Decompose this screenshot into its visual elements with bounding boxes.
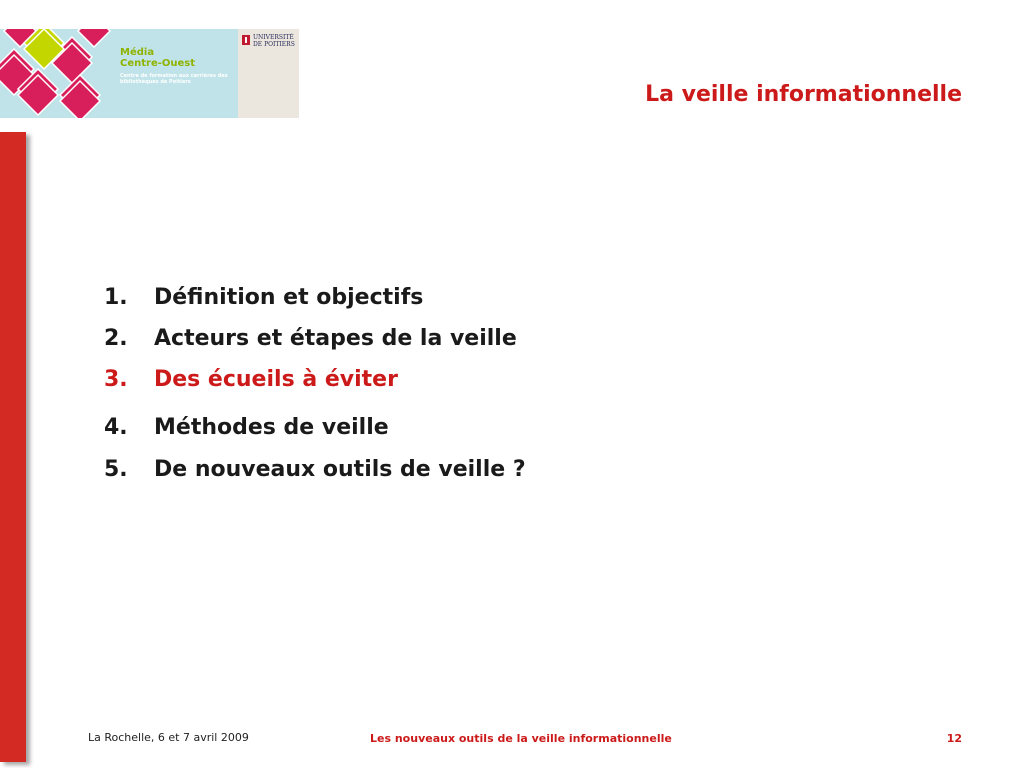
logo-title-line2: Centre-Ouest [120,58,196,69]
university-line2: DE POITIERS [253,41,295,48]
outline-number: 3. [104,367,128,392]
outline-item-5 [104,457,526,482]
outline-item-3-active [104,367,398,392]
outline-item-4 [104,415,389,440]
header-banner [0,29,299,118]
outline-label: Méthodes de veille [154,415,389,440]
page-number: 12 [946,732,962,745]
university-line1: UNIVERSITÉ [253,34,294,41]
slide-title: La veille informationnelle [645,82,962,107]
cubes-logo-art [0,29,114,118]
outline-number: 4. [104,415,128,440]
left-accent-bar [0,132,26,762]
footer-location-date: La Rochelle, 6 et 7 avril 2009 [88,731,249,744]
outline-number: 2. [104,326,128,351]
outline-label: Acteurs et étapes de la veille [154,326,517,351]
outline-label: De nouveaux outils de veille ? [154,457,526,482]
outline-item-1 [104,285,423,310]
logo-subtitle: Centre de formation aux carrières des bibliothèques de Poitiers [120,73,228,85]
outline-item-2 [104,326,517,351]
logo-title-line1: Média [120,47,155,58]
university-name [253,34,295,48]
footer-presentation-title: Les nouveaux outils de la veille informationnelle [370,732,672,745]
outline-label: Définition et objectifs [154,285,424,310]
logo-title [120,47,195,69]
outline-label: Des écueils à éviter [154,367,398,392]
outline-number: 1. [104,285,128,310]
outline-number: 5. [104,457,128,482]
